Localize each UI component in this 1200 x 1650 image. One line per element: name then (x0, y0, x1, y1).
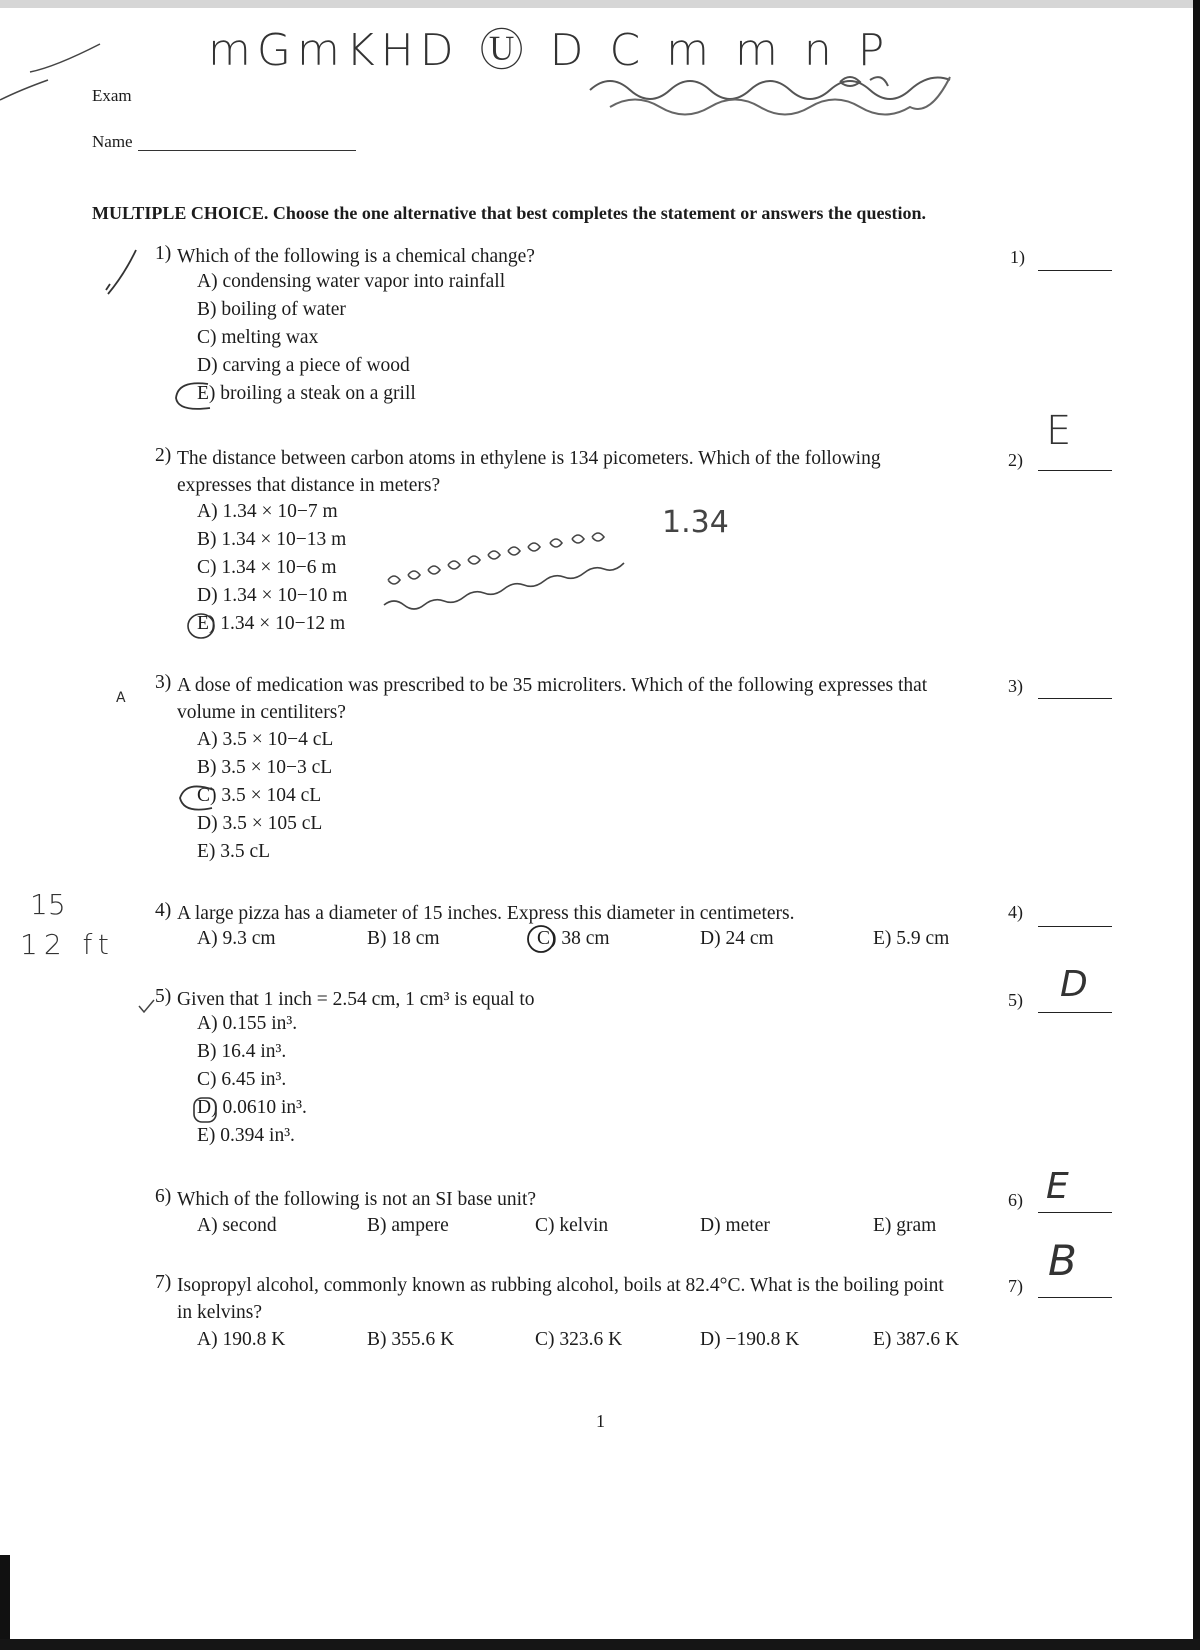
option: B) 3.5 × 10−3 cL (197, 757, 333, 778)
page-number: 1 (596, 1411, 605, 1431)
answer-number: 1) (1010, 247, 1025, 267)
answer-number: 5) (1008, 990, 1023, 1010)
name-field-line (138, 150, 356, 151)
option: E) 1.34 × 10−12 m (197, 613, 346, 634)
option: C) melting wax (197, 327, 319, 348)
answer-circle-q1 (172, 380, 218, 412)
answer-circle-q2 (186, 612, 216, 640)
margin-note-q4-top: 15 (30, 888, 66, 921)
scratch-number-q2: 1.34 (662, 505, 729, 540)
margin-mark-q3: A (116, 690, 126, 706)
option: B) 18 cm (367, 928, 440, 949)
option: A) 0.155 in³. (197, 1013, 298, 1034)
option: D) −190.8 K (700, 1329, 800, 1350)
option: E) 387.6 K (873, 1329, 960, 1350)
question-number: 5) (155, 986, 172, 1007)
answer-number: 2) (1008, 450, 1023, 470)
option: D) 3.5 × 105 cL (197, 813, 323, 834)
answer-number: 3) (1008, 676, 1023, 696)
answer-circle-q3 (174, 782, 218, 816)
option: C) 6.45 in³. (197, 1069, 287, 1090)
question-number: 1) (155, 243, 172, 264)
question-number: 4) (155, 900, 172, 921)
question-text: Which of the following is not an SI base unit? (177, 1189, 537, 1210)
answer-line (1038, 698, 1112, 699)
answer-line (1038, 1297, 1112, 1298)
option: A) 1.34 × 10−7 m (197, 501, 338, 522)
answer-line (1038, 1012, 1112, 1013)
option: D) meter (700, 1215, 770, 1236)
question-number: 2) (155, 445, 172, 466)
option: B) 355.6 K (367, 1329, 455, 1350)
option: B) 1.34 × 10−13 m (197, 529, 347, 550)
header-scribble (580, 62, 1000, 132)
name-label: Name (92, 132, 133, 151)
check-mark-q5 (137, 998, 157, 1014)
answer-line (1038, 1212, 1112, 1213)
option: C) kelvin (535, 1215, 609, 1236)
check-mark-q1 (104, 246, 144, 296)
option: A) 9.3 cm (197, 928, 276, 949)
question-text: Isopropyl alcohol, commonly known as rubbing alcohol, boils at 82.4°C. What is the boiling point in kelvins? (177, 1275, 944, 1323)
scan-edge-top (0, 0, 1200, 8)
instructions: MULTIPLE CHOICE. Choose the one alternative that best completes the statement or answers the question. (92, 203, 926, 223)
answer-circle-q5 (192, 1096, 218, 1124)
handwritten-answer: D (1060, 964, 1088, 1005)
option: D) 24 cm (700, 928, 774, 949)
answer-number: 6) (1008, 1190, 1023, 1210)
question-number: 6) (155, 1186, 172, 1207)
option: B) boiling of water (197, 299, 346, 320)
option: C) 38 cm (537, 928, 610, 949)
scan-edge-right (1193, 0, 1200, 1650)
option: E) broiling a steak on a grill (197, 383, 416, 404)
handwritten-answer: E (1046, 1166, 1069, 1207)
question-number: 7) (155, 1272, 172, 1293)
question-text: Which of the following is a chemical change? (177, 246, 535, 267)
question-text: A large pizza has a diameter of 15 inches. Express this diameter in centimeters. (177, 903, 795, 924)
option: D) carving a piece of wood (197, 355, 410, 376)
option: C) 323.6 K (535, 1329, 623, 1350)
handwritten-header-code: mGmKHD Ⓤ D C m m n P (208, 25, 891, 76)
handwritten-answer: E (1046, 408, 1072, 454)
option: A) second (197, 1215, 277, 1236)
option: A) 3.5 × 10−4 cL (197, 729, 334, 750)
answer-line (1038, 270, 1112, 271)
option: D) 0.0610 in³. (197, 1097, 307, 1118)
option: E) 5.9 cm (873, 928, 950, 949)
answer-number: 7) (1008, 1276, 1023, 1296)
scratch-zeros-q2 (380, 525, 700, 615)
handwritten-answer: B (1048, 1236, 1077, 1285)
option: E) gram (873, 1215, 937, 1236)
exam-label: Exam (92, 86, 132, 105)
question-text: The distance between carbon atoms in ethylene is 134 picometers. Which of the following expresses that distance in meters? (177, 448, 881, 496)
option: D) 1.34 × 10−10 m (197, 585, 348, 606)
option: A) 190.8 K (197, 1329, 286, 1350)
scan-edge-left (0, 1555, 10, 1650)
option: C) 1.34 × 10−6 m (197, 557, 337, 578)
question-text: A dose of medication was prescribed to be 35 microliters. Which of the following expresses that volume in centiliters? (177, 675, 928, 723)
option: E) 0.394 in³. (197, 1125, 295, 1146)
option: E) 3.5 cL (197, 841, 271, 862)
answer-line (1038, 470, 1112, 471)
margin-note-q4-bottom: 12 ft (20, 928, 115, 961)
option: B) 16.4 in³. (197, 1041, 287, 1062)
answer-line (1038, 926, 1112, 927)
option: B) ampere (367, 1215, 449, 1236)
question-text: Given that 1 inch = 2.54 cm, 1 cm³ is equal to (177, 989, 535, 1010)
option: C) 3.5 × 104 cL (197, 785, 322, 806)
question-number: 3) (155, 672, 172, 693)
scan-edge-bottom (0, 1639, 1200, 1650)
option: A) condensing water vapor into rainfall (197, 271, 506, 292)
answer-circle-q4 (526, 924, 556, 954)
answer-number: 4) (1008, 902, 1023, 922)
